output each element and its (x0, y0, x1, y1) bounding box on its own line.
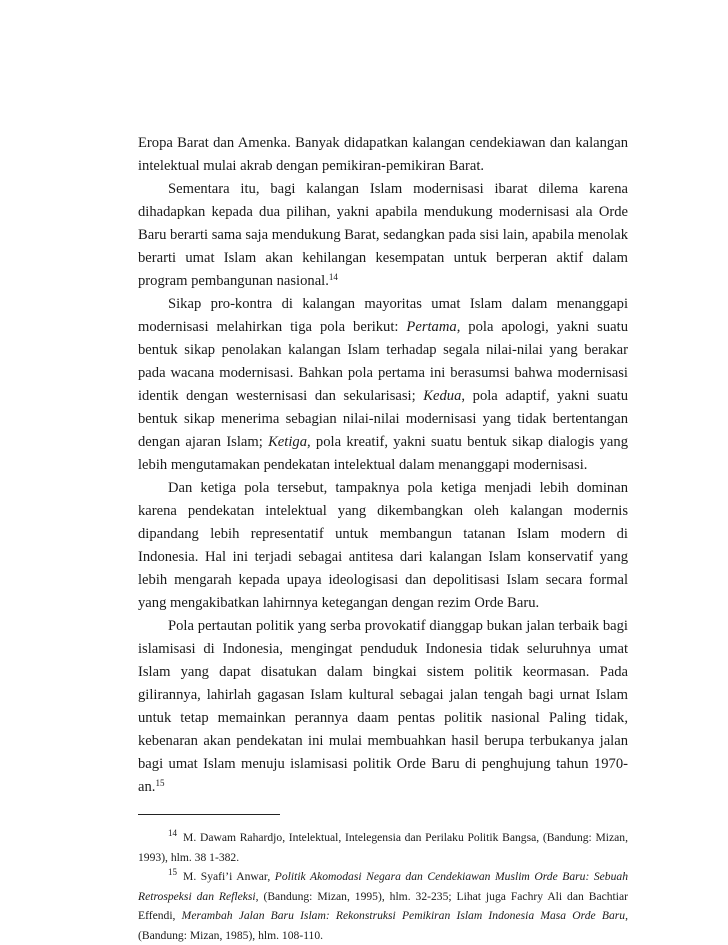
paragraph (138, 178, 628, 293)
paragraph-text: Sikap pro-kontra di kalangan mayoritas umat Islam dalam menanggapi modernisasi melahirkan tiga pola berikut: (138, 296, 628, 335)
footnote-15 (138, 867, 628, 945)
paragraph: Eropa Barat dan Amenka. Banyak didapatkan kalangan cendekiawan dan kalangan intelektual mulai akrab dengan pemikiran-pemikiran Barat. (138, 135, 628, 174)
italic-term: Kedua (423, 388, 462, 404)
paragraph (138, 293, 628, 477)
italic-term: Pertama (406, 319, 457, 335)
paragraph: Dan ketiga pola tersebut, tampaknya pola ketiga menjadi lebih dominan karena pendekatan intelektual yang dikembangkan oleh kalangan modernis dipandang lebih representatif untuk membangun tatanan Islam modern di Indonesia. Hal ini terjadi sebagai antitesa dari kalangan Islam konservatif yang lebih mengarah kepada upaya ideologisasi dan depolitisasi Islam secara formal yang mengakibatkan lahirnnya ketegangan dengan rezim Orde Baru. (138, 480, 628, 611)
paragraph-text: , pola kreatif, yakni suatu bentuk sikap dialogis yang lebih mengutamakan pendekatan intelektual dalam menanggapi modernisasi. (138, 434, 628, 473)
footnote-14 (138, 828, 628, 867)
document-page (138, 132, 628, 945)
footnote-number: 14 (168, 828, 178, 839)
footnote-ref-14[interactable]: 14 (328, 272, 338, 283)
footnotes (138, 828, 628, 945)
book-title: Politik Akomodasi Negara dan Cendekiawan Muslim Orde Baru: Sebuah Retrospeksi dan Refleksi (138, 870, 628, 903)
paragraph-text: , pola adaptif, yakni suatu bentuk sikap menerima sebagian nilai-nilai modernisasi yang tidak bertentangan dengan ajaran Islam; (138, 388, 628, 450)
paragraph-text: , pola apologi, yakni suatu bentuk sikap penolakan kalangan Islam terhadap segala nilai-nilai yang berakar pada wacana modernisasi. Bahkan pola pertama ini berasumsi bahwa modernisasi identik dengan westernisasi dan sekularisasi; (138, 319, 628, 404)
paragraph (138, 615, 628, 799)
footnote-text: , (Bandung: Mizan, 1995), hlm. 32-235; Lihat juga Fachry Ali dan Bachtiar Effendi, (138, 889, 629, 922)
footnote-ref-15[interactable]: 15 (155, 778, 165, 789)
paragraph-text: Pola pertautan politik yang serba provokatif dianggap bukan jalan terbaik bagi islamisasi di Indonesia, mengingat penduduk Indonesia tidak seluruhnya umat Islam yang dapat disatukan dalam bingkai sistem politik keormasan. Pada gilirannya, lahirlah gagasan Islam kultural sebagai jalan tengah bagi urnat Islam untuk tetap memainkan perannya daam pentas politik nasional Paling tidak, kebenaran akan pendekatan ini mulai membuahkan hasil berupa terbukanya jalan bagi umat Islam menuju islamisasi politik Orde Baru di penghujung tahun 1970-an. (138, 618, 628, 795)
footnote-text: , (Bandung: Mizan, 1985), hlm. 108-110. (138, 909, 628, 942)
footnote-divider (138, 814, 280, 815)
paragraph-text: Sementara itu, bagi kalangan Islam modernisasi ibarat dilema karena dihadapkan kepada dua pilihan, yakni apabila mendukung modernisasi ala Orde Baru berarti sama saja mendukung Barat, sedangkan pada sisi lain, apabila menolak berarti umat Islam akan kehilangan kesempatan untuk berperan aktif dalam program pembangunan nasional. (138, 181, 628, 289)
body-text (138, 132, 628, 799)
footnote-text: M. Syafi’i Anwar, (183, 870, 275, 883)
footnote-number: 15 (168, 867, 178, 878)
footnote-text: M. Dawam Rahardjo, Intelektual, Intelegensia dan Perilaku Politik Bangsa, (Bandung: Mizan, 1993), hlm. 38 1-382. (138, 831, 628, 864)
italic-term: Ketiga (268, 434, 307, 450)
book-title: Merambah Jalan Baru Islam: Rekonstruksi Pemikiran Islam Indonesia Masa Orde Baru (181, 909, 626, 922)
